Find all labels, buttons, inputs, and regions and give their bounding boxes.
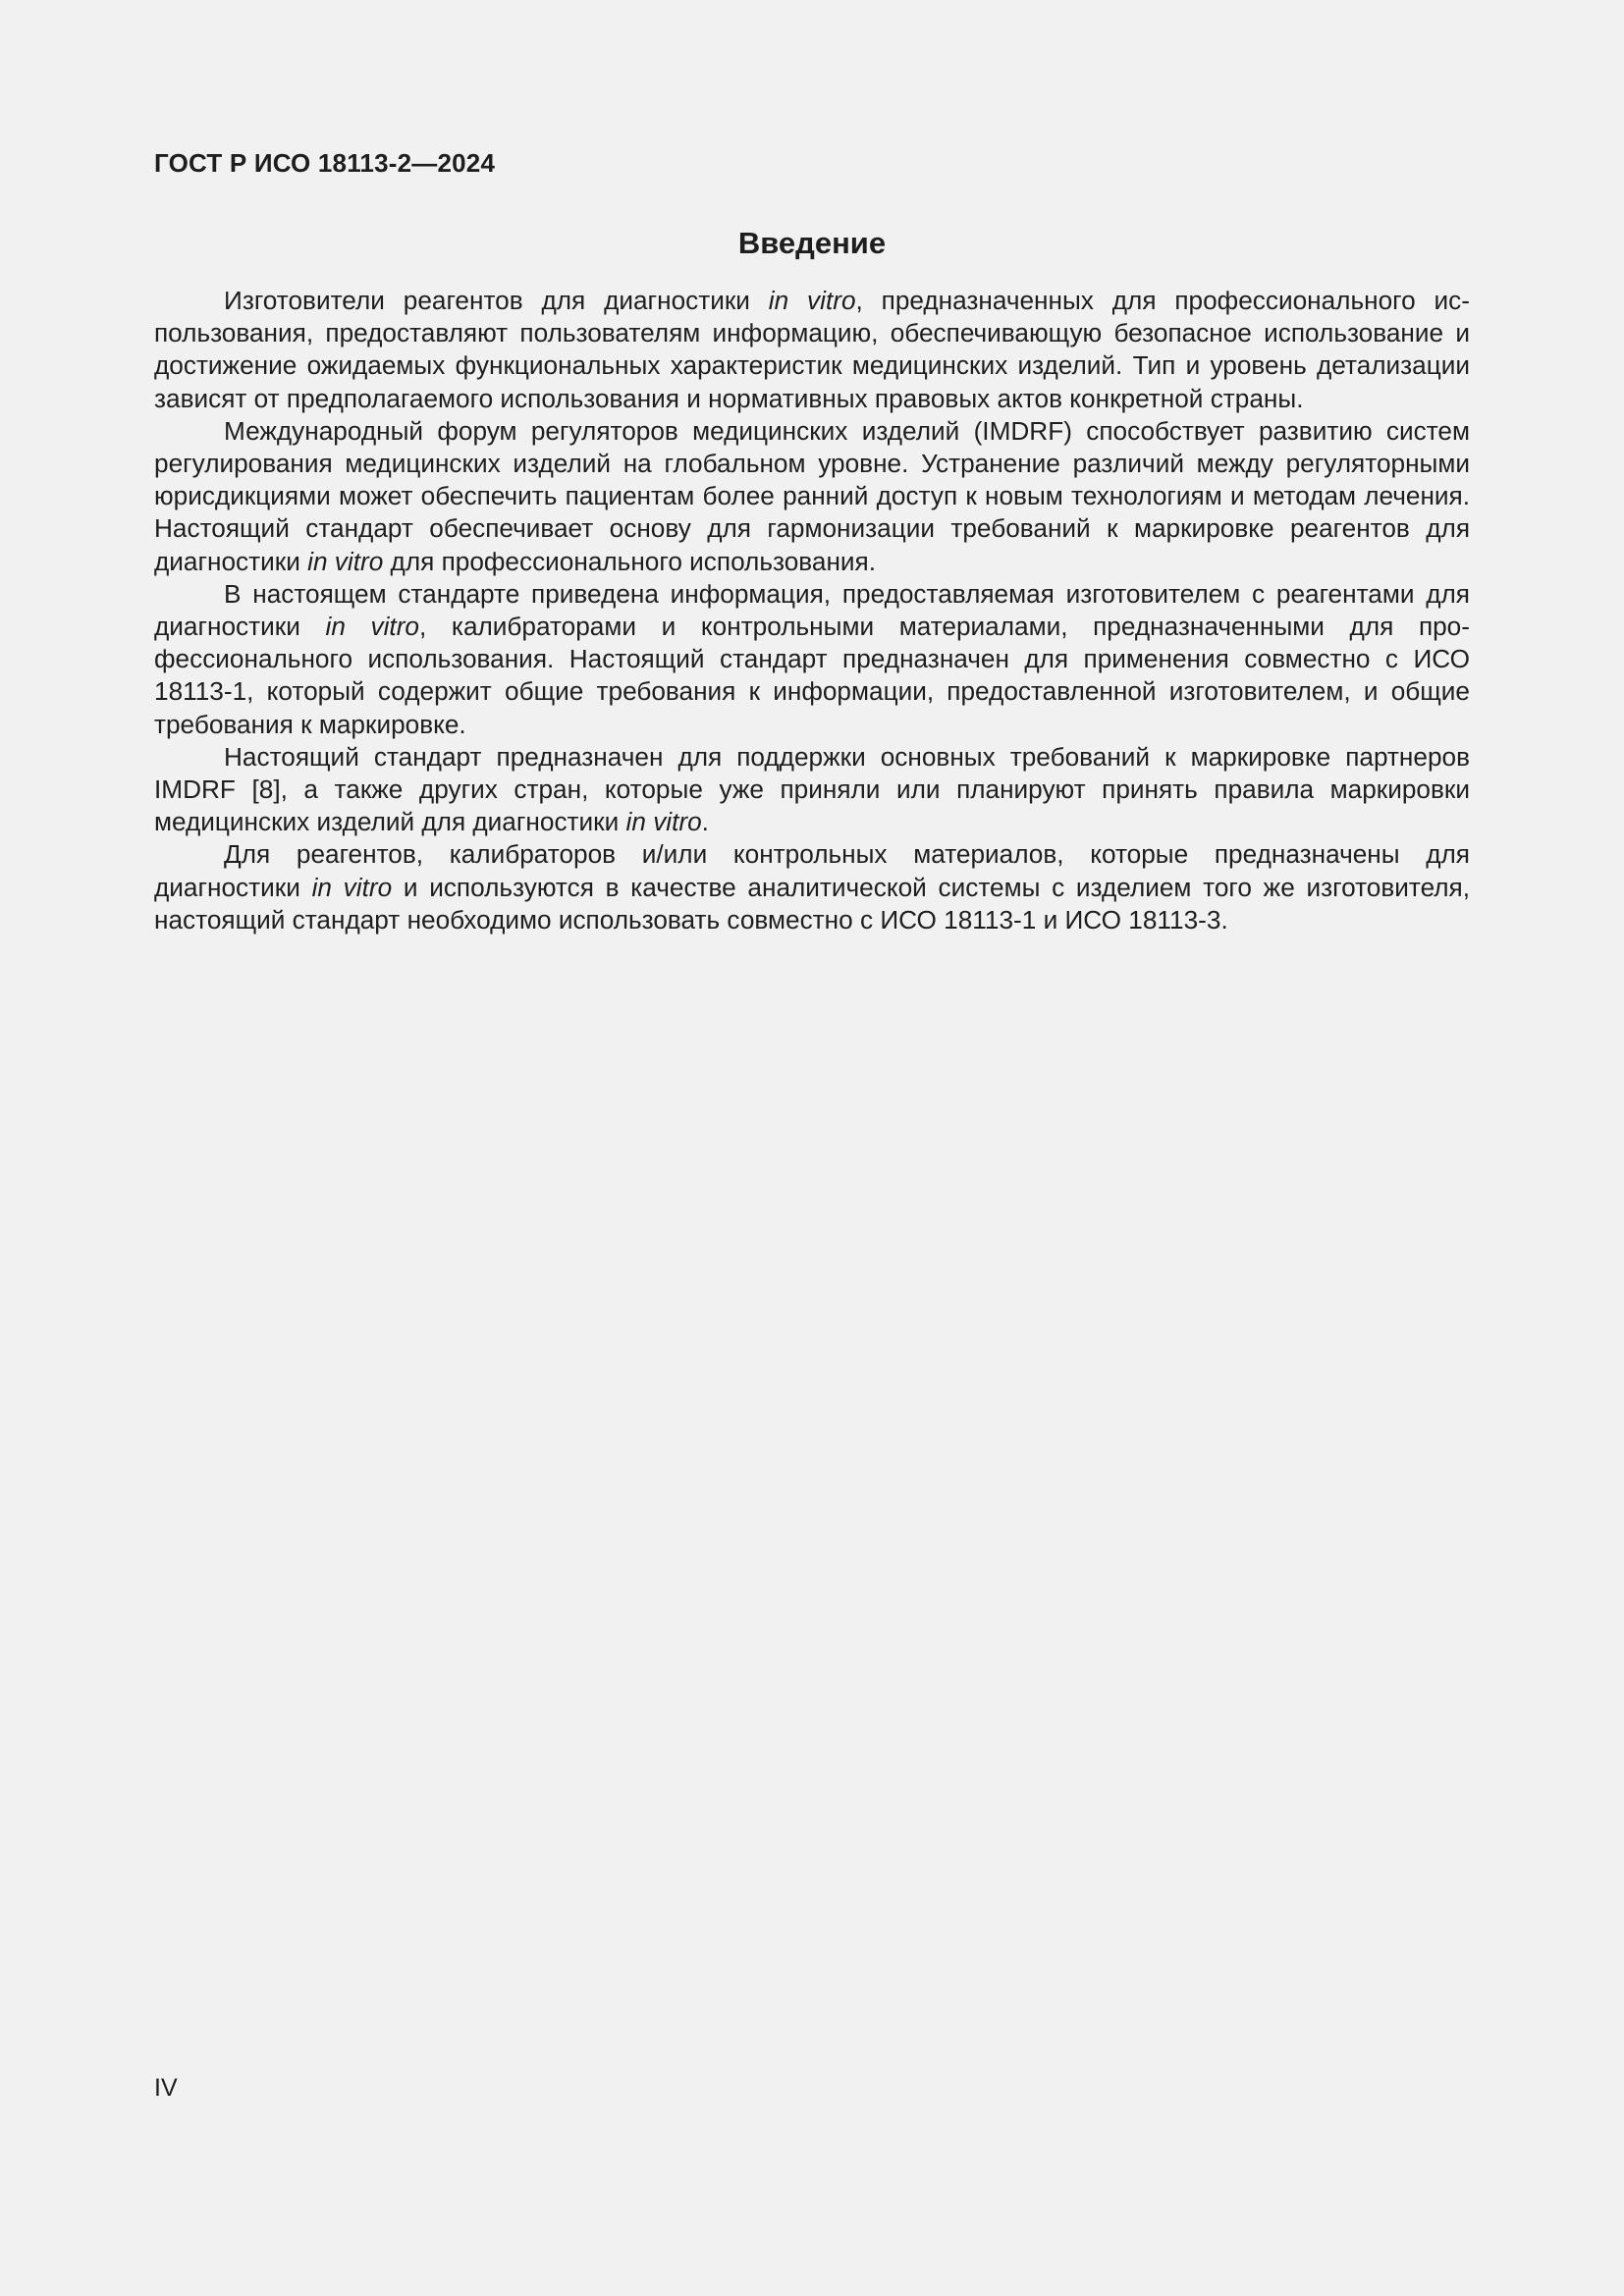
italic-term: in vitro [311,872,393,902]
paragraph-text: . [701,807,709,837]
paragraph-text: для профессионального использования. [383,546,876,576]
italic-term: in vitro [307,546,384,576]
paragraph-text: , калибраторами и контрольными материалами, предназначенными для профессионального использования. Настоящий стандарт предназначен для применения совместно с ИСО 18113-1, который содержит общие требования к информации, предоставленной изготовителем, и общие требования к маркировке. [154,612,1470,739]
paragraph-4 [154,741,1470,839]
page-number: IV [154,2074,178,2102]
paragraph-text: Настоящий стандарт предназначен для поддержки основных требований к маркировке партнеров IMDRF [8], а также других стран, которые уже приняли или планируют принять правила маркировки медицинских изделий для диагностики [154,741,1470,837]
paragraph-1 [154,285,1470,415]
italic-term: in vitro [625,807,702,837]
paragraph-text: Изготовители реагентов для диагностики [224,286,769,315]
paragraph-3 [154,578,1470,741]
paragraph-text: Международный форум регуляторов медицинских изделий (IMDRF) способствует развитию систем регулирования медицинских изделий на глобальном уровне. Устранение различий между регуляторными юрисдикциями может обеспечить пациентам более ранний доступ к новым технологиям и методам лечения. Настоящий стандарт обеспечивает основу для гармонизации требований к маркировке реагентов для диагностики [154,415,1470,576]
paragraph-text: , предназначенных для профессионального использования, предоставляют пользователям информацию, обеспечивающую безопасное использование и достижение ожидаемых функциональных характеристик медицинских изделий. Тип и уровень детализации зависят от предполагаемого использования и нормативных правовых актов конкретной страны. [154,286,1470,413]
paragraph-2 [154,415,1470,578]
section-title: Введение [737,226,887,260]
italic-term: in vitro [325,612,419,642]
paragraph-text: Для реагентов, калибраторов и/или контрольных материалов, которые предназначены для диагностики [154,839,1470,902]
paragraph-text: В настоящем стандарте приведена информация, предоставляемая изготовителем с реагентами для диагностики [154,578,1470,642]
italic-term: in vitro [768,286,856,315]
introduction-body [154,285,1470,936]
paragraph-5 [154,838,1470,936]
standard-code-header: ГОСТ Р ИСО 18113-2—2024 [154,148,496,178]
paragraph-text: и используются в качестве аналитической системы с изделием того же изготовителя, настоящий стандарт необходимо использовать совместно с ИСО 18113-1 и ИСО 18113-3. [154,872,1470,934]
